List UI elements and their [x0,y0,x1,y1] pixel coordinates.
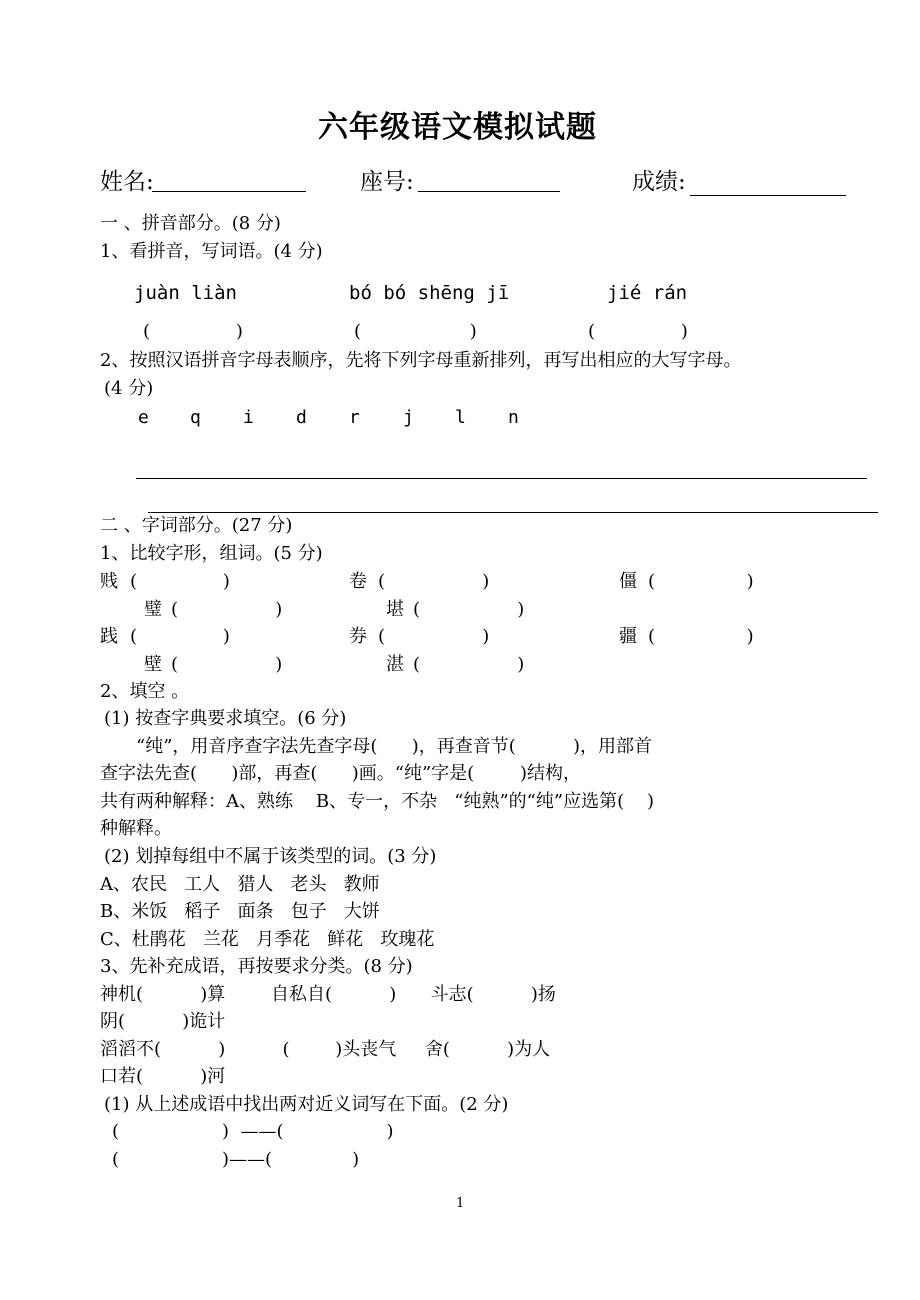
letter-item: r [349,407,360,428]
word-char: 璧 [144,599,162,620]
fill-in-line[interactable]: “纯”，用音序查字法先查字母( )，再查音节( )，用部首 [136,736,653,757]
synonym-pair-blank[interactable]: ( ) ——( ) [112,1121,394,1142]
idiom-line[interactable]: 滔滔不( ) ( )头丧气 舍( )为人 [100,1039,551,1060]
word-char: 券 [349,626,367,647]
word-blank[interactable]: ( ) [413,599,525,620]
word-blank[interactable]: ( ) [378,626,490,647]
word-char: 堪 [386,599,404,620]
idiom-line[interactable]: 阴( )诡计 [100,1011,226,1032]
pinyin-item: juàn liàn [134,282,237,304]
letter-item: e [138,407,149,428]
word-char: 践 [100,626,118,647]
seat-field-line[interactable] [418,191,560,192]
score-field-line[interactable] [690,195,846,196]
fill-in-line[interactable]: 查字法先查( )部，再查( )画。“纯”字是( )结构， [100,763,581,784]
word-group[interactable]: C、杜鹃花 兰花 月季花 鲜花 玫瑰花 [100,929,435,950]
page-title: 六年级语文模拟试题 [318,110,597,145]
fill-in-line[interactable]: 共有两种解释：A、熟练 B、专一，不杂 “纯熟”的“纯”应选第( ) [100,791,655,812]
score-label: 成绩: [632,169,686,195]
answer-line[interactable] [148,512,878,513]
word-blank[interactable]: ( ) [413,654,525,675]
idiom-line[interactable]: 神机( )算 自私自( ) 斗志( )扬 [100,984,556,1005]
letter-item: i [243,407,254,428]
letter-item: q [190,407,201,428]
word-group[interactable]: A、农民 工人 猎人 老头 教师 [100,874,380,895]
section-heading: 一 、拼音部分。(8 分) [100,213,281,234]
question-prompt: 3、先补充成语，再按要求分类。(8 分) [100,956,413,977]
pinyin-item: jié rán [607,282,688,304]
letter-item: j [403,407,414,428]
sub-question-prompt: (2) 划掉每组中不属于该类型的词。(3 分) [104,846,437,867]
name-field-line[interactable] [152,191,306,192]
fill-in-line: 种解释。 [100,818,172,839]
sub-question-prompt: (1) 按查字典要求填空。(6 分) [104,708,347,729]
letter-item: l [455,407,466,428]
question-prompt: 1、看拼音，写词语。(4 分) [100,241,323,262]
word-char: 卷 [349,571,367,592]
word-blank[interactable]: ( ) [171,599,283,620]
word-char: 壁 [144,654,162,675]
pinyin-item: bó bó shēng jī [349,282,510,304]
letter-item: n [508,407,519,428]
question-prompt: 2、按照汉语拼音字母表顺序，先将下列字母重新排列，再写出相应的大写字母。 [100,350,742,371]
word-blank[interactable]: ( ) [378,571,490,592]
letter-item: d [296,407,307,428]
word-char: 贱 [100,571,118,592]
page-number: 1 [456,1196,465,1211]
answer-blank[interactable]: ( ) [143,321,243,342]
word-blank[interactable]: ( ) [648,571,754,592]
word-blank[interactable]: ( ) [130,626,230,647]
answer-blank[interactable]: ( ) [588,321,688,342]
synonym-pair-blank[interactable]: ( )——( ) [112,1149,360,1170]
seat-label: 座号: [360,169,414,195]
idiom-line[interactable]: 口若( )河 [100,1066,226,1087]
name-label: 姓名: [100,169,154,195]
question-prompt: 2、填空 。 [100,681,190,702]
section-heading: 二 、字词部分。(27 分) [100,515,293,536]
question-score: (4 分) [104,378,154,399]
word-group[interactable]: B、米饭 稻子 面条 包子 大饼 [100,901,380,922]
answer-blank[interactable]: ( ) [354,321,477,342]
word-char: 湛 [386,654,404,675]
question-prompt: 1、比较字形，组词。(5 分) [100,543,323,564]
word-blank[interactable]: ( ) [648,626,754,647]
word-blank[interactable]: ( ) [171,654,283,675]
sub-question-prompt: (1) 从上述成语中找出两对近义词写在下面。(2 分) [104,1094,509,1115]
word-blank[interactable]: ( ) [130,571,230,592]
word-char: 僵 [619,571,637,592]
word-char: 疆 [619,626,637,647]
answer-line[interactable] [136,478,867,479]
